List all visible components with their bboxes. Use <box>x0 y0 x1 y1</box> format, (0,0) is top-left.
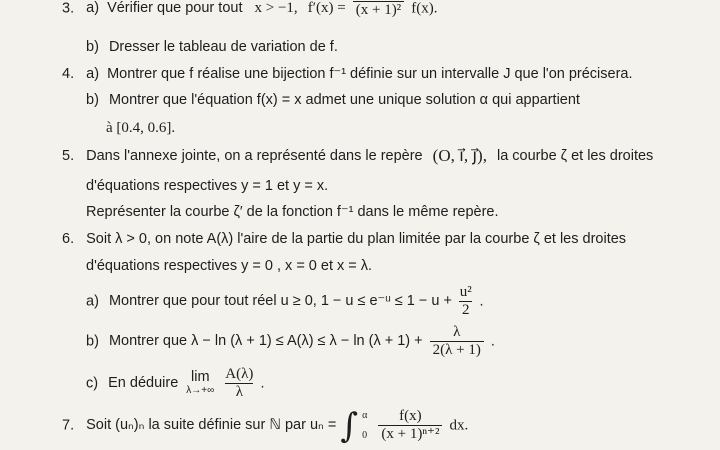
q5-line1-text: Dans l'annexe jointe, on a représenté dans le repère <box>86 147 423 164</box>
q3-a-tail: f(x). <box>411 0 438 17</box>
q6-a-frac-num: u² <box>459 284 472 300</box>
q6-c-fraction <box>225 366 253 401</box>
q6-a-text: Montrer que pour tout réel u ≥ 0, 1 − u ≤ e⁻ᵘ ≤ 1 − u + <box>108 293 452 310</box>
q6-b-fraction <box>430 324 484 359</box>
q4-b-text: Montrer que l'équation f(x) = x admet une unique solution α qui appartient <box>108 92 580 108</box>
q6-b-label: b) <box>86 333 99 350</box>
q5-line1-tail: la courbe ζ et les droites <box>496 147 654 164</box>
q4-b-label: b) <box>86 92 99 108</box>
q3-b-label: b) <box>86 39 99 55</box>
q6-b-frac-num: λ <box>453 324 461 340</box>
q6-c-frac-num: A(λ) <box>225 366 254 382</box>
q3-a-condition: x > −1, <box>254 0 298 17</box>
q6-line-c <box>86 366 264 401</box>
q6-a-tail: . <box>479 293 484 310</box>
q6-c-frac-den: λ <box>225 383 253 401</box>
q5-number: 5. <box>62 147 75 164</box>
q6-b-text: Montrer que λ − ln (λ + 1) ≤ A(λ) ≤ λ − ln (λ + 1) + <box>108 333 423 350</box>
q7-int-upper: α <box>362 409 368 421</box>
q6-line-2: d'équations respectives y = 0 , x = 0 et x = λ. <box>86 258 373 274</box>
q6-c-lim: lim <box>191 368 210 385</box>
q4-line-b <box>86 92 580 108</box>
q7-frac-num: f(x) <box>399 408 422 424</box>
q3-number: 3. <box>62 0 75 17</box>
q4-number: 4. <box>62 66 75 82</box>
q6-c-tail: . <box>260 375 265 392</box>
q4-a-text: Montrer que f réalise une bijection f⁻¹ définie sur un intervalle J que l'on précisera. <box>107 66 633 82</box>
q6-c-text: En déduire <box>108 375 179 392</box>
q7-number: 7. <box>62 417 75 434</box>
q6-a-fraction <box>459 284 473 319</box>
q6-c-limit <box>186 370 214 398</box>
q5-repere: (O, i⃗, j⃗), <box>432 146 487 165</box>
q3-a-fprime: f′(x) = <box>307 0 346 17</box>
q6-a-frac-den: 2 <box>459 301 473 319</box>
q5-line-2: d'équations respectives y = 1 et y = x. <box>86 178 329 194</box>
q4-a-label: a) <box>86 66 100 82</box>
q6-a-label: a) <box>86 293 99 310</box>
q3-line-b <box>86 39 338 55</box>
q3-a-label: a) <box>86 0 100 17</box>
q6-line-1 <box>62 231 626 247</box>
q6-c-lim-under: λ→+∞ <box>186 384 215 396</box>
q7-text: Soit (uₙ)ₙ la suite définie sur ℕ par uₙ = <box>86 417 337 434</box>
integral-sign-icon: ∫ <box>340 405 359 446</box>
q4-line-a <box>62 66 633 82</box>
q3-a-frac-den: (x + 1)² <box>353 1 404 19</box>
q6-b-tail: . <box>490 333 495 350</box>
q7-line <box>62 405 469 446</box>
q6-number: 6. <box>62 231 75 247</box>
q6-line1-text: Soit λ > 0, on note A(λ) l'aire de la partie du plan limitée par la courbe ζ et les droites <box>86 231 627 247</box>
q6-c-label: c) <box>86 375 99 392</box>
q3-line-a <box>62 0 437 19</box>
q7-int-lower: 0 <box>362 429 368 441</box>
q3-a-text: Vérifier que pour tout <box>107 0 243 17</box>
q5-line-3: Représenter la courbe ζ′ de la fonction f⁻¹ dans le même repère. <box>86 204 499 220</box>
q6-line-a <box>86 284 484 319</box>
q5-line-1 <box>62 146 653 166</box>
q7-integral-bounds <box>362 409 367 443</box>
q6-line-b <box>86 324 495 359</box>
q7-fraction <box>378 408 442 443</box>
q7-tail: dx. <box>449 417 469 434</box>
q7-frac-den: (x + 1)ⁿ⁺² <box>378 425 442 443</box>
q6-b-frac-den: 2(λ + 1) <box>430 341 484 359</box>
q3-a-fraction <box>353 0 404 19</box>
q3-b-text: Dresser le tableau de variation de f. <box>108 39 338 55</box>
q4-b-continuation: à [0.4, 0.6]. <box>106 120 176 136</box>
